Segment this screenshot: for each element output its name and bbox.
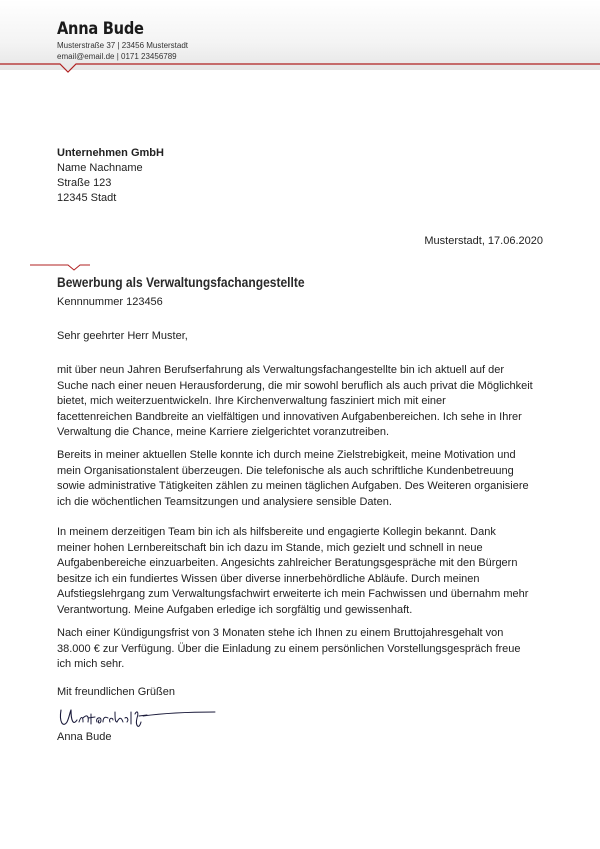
body-paragraph: [57, 448, 557, 510]
text-line: Bereits in meiner aktuellen Stelle konnte ich durch meine Zielstrebigkeit, meine Motivation und: [57, 449, 516, 461]
sender-address: Musterstraße 37 | 23456 Musterstadt: [57, 41, 189, 50]
recipient-company: Unternehmen GmbH: [57, 147, 164, 159]
letter-date: Musterstadt, 17.06.2020: [424, 235, 543, 247]
salutation: Sehr geehrter Herr Muster,: [57, 330, 188, 342]
recipient-contact: Name Nachname: [57, 162, 143, 174]
sender-contact: email@email.de | 0171 23456789: [57, 52, 177, 61]
text-line: meiner hohen Lernbereitschaft bin ich dazu im Stande, mich gezielt und schnell in neue: [57, 541, 483, 554]
text-line: sowie administrative Tätigkeiten zählen zu meinen täglichen Aufgaben. Des Weiteren organisiere: [57, 480, 529, 492]
signer-name: Anna Bude: [57, 731, 112, 743]
closing-phrase: Mit freundlichen Grüßen: [57, 686, 175, 698]
text-line: mit über neun Jahren Berufserfahrung als Verwaltungsfachangestellte bin ich aktuell auf der: [57, 364, 504, 376]
recipient-city: 12345 Stadt: [57, 192, 117, 204]
reference-number: Kennnummer 123456: [57, 296, 163, 308]
recipient-street: Straße 123: [57, 177, 112, 189]
text-line: besitze ich ein fundiertes Wissen über diverse innerbehördliche Abläufe. Durch meinen: [57, 572, 480, 585]
letterhead-accent-line: [0, 0, 600, 80]
body-paragraph: [57, 626, 557, 673]
text-line: In meinem derzeitigen Team bin ich als hilfsbereite und engagierte Kollegin bekannt. Dank: [57, 526, 496, 538]
text-line: bietet, mich weiterzuentwickeln. Ihre Kirchenverwaltung fasziniert mich mit einer: [57, 395, 446, 407]
body-paragraph: [57, 363, 557, 441]
sender-name: Anna Bude: [57, 19, 144, 39]
text-line: mein Organisationstalent überzeugen. Die telefonische als auch schriftliche Kundenbetreuung: [57, 464, 514, 477]
letter-subject: Bewerbung als Verwaltungsfachangestellte: [57, 274, 305, 290]
text-line: Verwaltung die Chance, meine Karriere zielgerichtet voranzutreiben.: [57, 426, 390, 438]
body-paragraph: [57, 525, 557, 618]
text-line: Aufstiegslehrgang zum Verwaltungsfachwirt erweiterte ich mein Fachwissen und übernahm mehr: [57, 588, 529, 600]
fold-mark: [30, 262, 90, 272]
text-line: Verantwortung. Meine Aufgaben erledige ich sorgfältig und gewissenhaft.: [57, 603, 413, 616]
text-line: ich mich sehr.: [57, 658, 125, 670]
text-line: facettenreichen Bandbreite an vielfältigen und innovativen Aufgabenbereichen. Ich sehe in Ihrer: [57, 410, 522, 423]
recipient-address: [57, 146, 164, 206]
text-line: ich die wöchentlichen Teamsitzungen und analysiere sensible Daten.: [57, 495, 392, 508]
handwritten-signature: [55, 700, 225, 734]
text-line: Suche nach einer neuen Herausforderung, die mir sowohl beruflich als auch privat die Möglichkeit: [57, 379, 533, 392]
text-line: Nach einer Kündigungsfrist von 3 Monaten stehe ich Ihnen zu einem Bruttojahresgehalt von: [57, 627, 504, 639]
text-line: 38.000 € zur Verfügung. Über die Einladung zu einem persönlichen Vorstellungsgespräch freue: [57, 642, 521, 655]
text-line: Aufgabenbereiche einzuarbeiten. Angesichts zahlreicher Beratungsgespräche mit den Bürgern: [57, 557, 518, 569]
